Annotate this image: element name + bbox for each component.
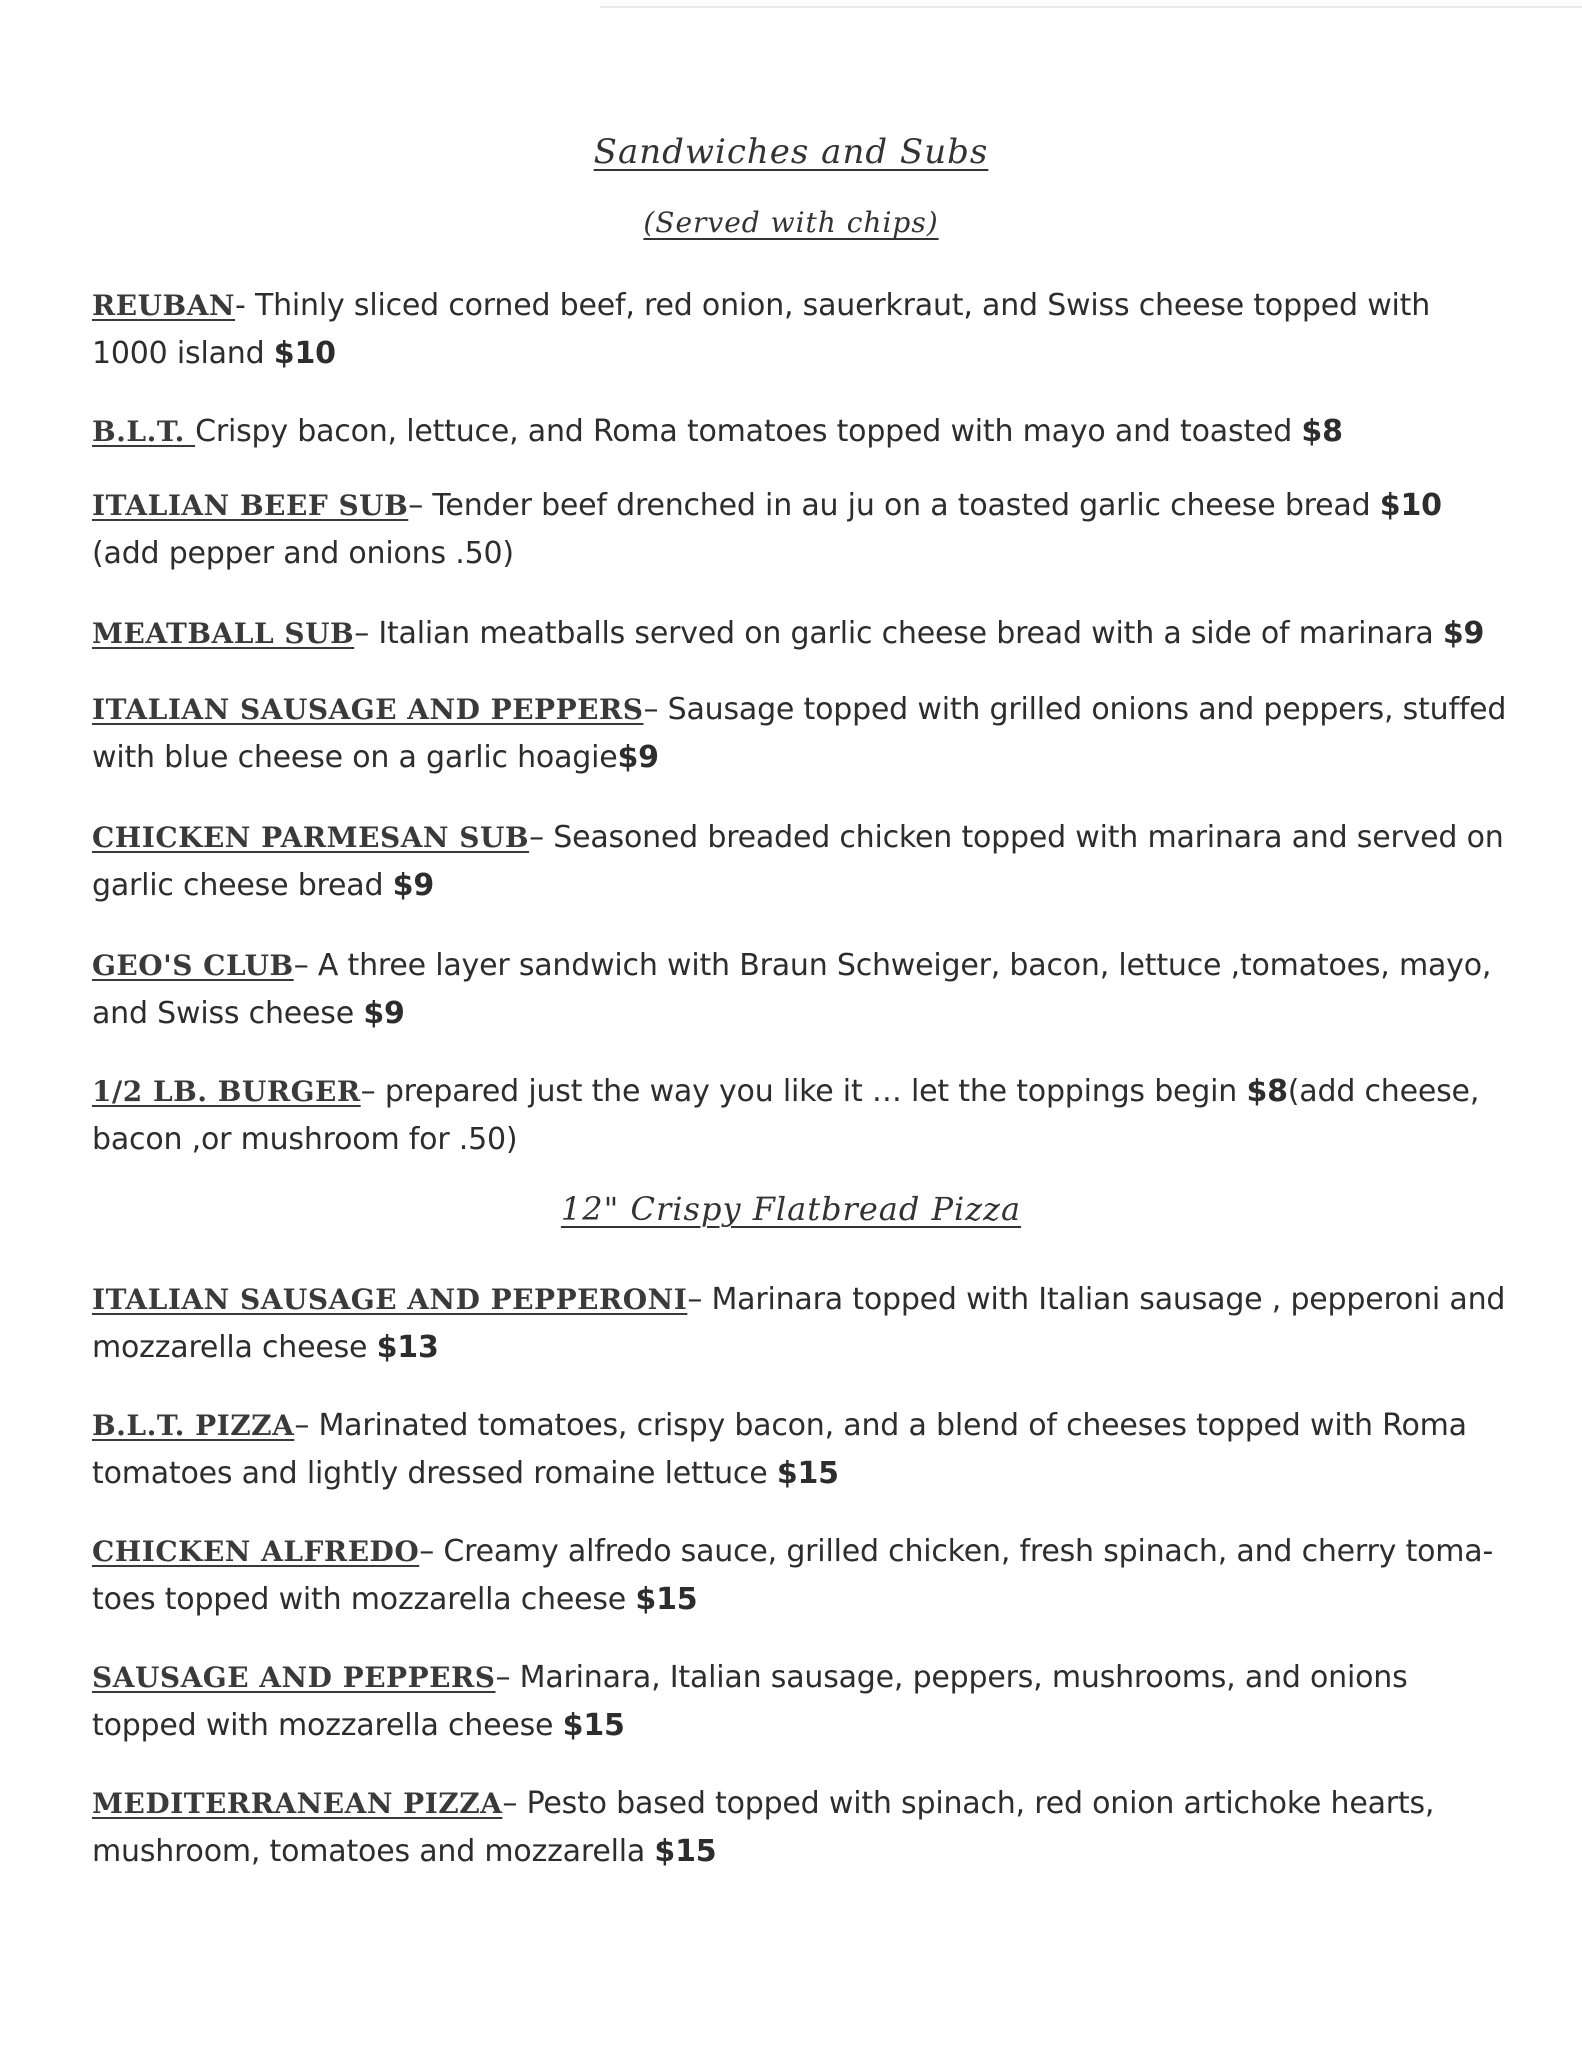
item-name: CHICKEN PARMESAN SUB bbox=[92, 821, 530, 854]
menu-item-meatball-sub bbox=[92, 610, 1512, 658]
item-price: $8 bbox=[1246, 1074, 1288, 1109]
item-price: $9 bbox=[392, 868, 435, 903]
menu-item-sausage-pepperoni-pizza bbox=[92, 1276, 1512, 1372]
menu-item-blt bbox=[92, 408, 1512, 456]
item-separator: – bbox=[419, 1534, 444, 1569]
item-separator: - bbox=[235, 288, 255, 323]
item-price: $10 bbox=[273, 336, 336, 371]
item-name: ITALIAN SAUSAGE AND PEPPERONI bbox=[92, 1283, 688, 1316]
item-separator: – bbox=[495, 1660, 520, 1695]
item-name: REUBAN bbox=[92, 289, 236, 322]
item-description: Seasoned breaded chicken topped with marinara and served on garlic cheese bread bbox=[92, 820, 1504, 903]
item-name: SAUSAGE AND PEPPERS bbox=[92, 1661, 496, 1694]
item-name: MEDITERRANEAN PIZZA bbox=[92, 1787, 503, 1820]
menu-item-burger bbox=[92, 1068, 1512, 1164]
item-description: Tender beef drenched in au ju on a toasted garlic cheese bread bbox=[432, 488, 1380, 523]
item-price: $9 bbox=[617, 740, 659, 775]
item-description: A three layer sandwich with Braun Schweiger, bacon, lettuce ,tomatoes, mayo, and Swiss cheese bbox=[92, 948, 1492, 1031]
item-price: $15 bbox=[562, 1708, 625, 1743]
scan-edge-line bbox=[600, 6, 1582, 8]
item-description: prepared just the way you like it … let the toppings begin bbox=[384, 1074, 1247, 1109]
item-description: Pesto based topped with spinach, red onion artichoke hearts, mushroom, tomatoes and mozzarella bbox=[92, 1786, 1435, 1869]
item-name: GEO'S CLUB bbox=[92, 949, 294, 982]
item-description: Crispy bacon, lettuce, and Roma tomatoes topped with mayo and toasted bbox=[195, 414, 1302, 449]
item-name: CHICKEN ALFREDO bbox=[92, 1535, 420, 1568]
item-separator: – bbox=[293, 948, 318, 983]
menu-item-chicken-alfredo bbox=[92, 1528, 1512, 1624]
menu-item-geos-club bbox=[92, 942, 1512, 1038]
item-separator: – bbox=[360, 1074, 385, 1109]
item-separator: – bbox=[502, 1786, 527, 1821]
item-separator: – bbox=[643, 692, 668, 727]
menu-item-mediterranean-pizza bbox=[92, 1780, 1512, 1876]
item-price: $15 bbox=[635, 1582, 698, 1617]
item-price: $10 bbox=[1379, 488, 1442, 523]
menu-item-reuban bbox=[92, 282, 1512, 378]
item-separator: – bbox=[294, 1408, 319, 1443]
item-name: B.L.T. bbox=[92, 415, 196, 448]
item-name: ITALIAN SAUSAGE AND PEPPERS bbox=[92, 693, 644, 726]
item-separator: – bbox=[408, 488, 433, 523]
item-price: $9 bbox=[363, 996, 405, 1031]
item-name: MEATBALL SUB bbox=[92, 617, 355, 650]
item-description: Creamy alfredo sauce, grilled chicken, fresh spinach, and cherry toma-toes topped with mozzarella cheese bbox=[92, 1534, 1494, 1617]
item-description: Marinara topped with Italian sausage , pepperoni and mozzarella cheese bbox=[92, 1282, 1506, 1365]
menu-item-sausage-and-peppers bbox=[92, 1654, 1512, 1750]
item-separator: – bbox=[354, 616, 379, 651]
menu-item-chicken-parmesan-sub bbox=[92, 814, 1512, 910]
item-description: Thinly sliced corned beef, red onion, sauerkraut, and Swiss cheese topped with 1000 island bbox=[92, 288, 1431, 371]
sandwiches-subheading: (Served with chips) bbox=[643, 206, 939, 239]
item-description: Marinara, Italian sausage, peppers, mushrooms, and onions topped with mozzarella cheese bbox=[92, 1660, 1408, 1743]
menu-item-blt-pizza bbox=[92, 1402, 1512, 1498]
item-price: $13 bbox=[376, 1330, 439, 1365]
item-name: ITALIAN BEEF SUB bbox=[92, 489, 409, 522]
item-name: B.L.T. PIZZA bbox=[92, 1409, 295, 1442]
item-price: $8 bbox=[1301, 414, 1343, 449]
menu-item-italian-sausage-peppers bbox=[92, 686, 1512, 782]
item-price: $9 bbox=[1442, 616, 1485, 651]
item-description: Sausage topped with grilled onions and peppers, stuffed with blue cheese on a garlic hoagie bbox=[92, 692, 1507, 775]
menu-item-italian-beef-sub bbox=[92, 482, 1512, 578]
item-price: $15 bbox=[654, 1834, 717, 1869]
item-separator: – bbox=[529, 820, 554, 855]
pizza-heading: 12" Crispy Flatbread Pizza bbox=[560, 1190, 1022, 1228]
item-note: (add cheese, bacon ,or mushroom for .50) bbox=[92, 1074, 1480, 1157]
item-separator: – bbox=[687, 1282, 712, 1317]
item-note: (add pepper and onions .50) bbox=[92, 536, 514, 571]
sandwiches-heading: Sandwiches and Subs bbox=[593, 132, 989, 172]
item-description: Marinated tomatoes, crispy bacon, and a blend of cheeses topped with Roma tomatoes and lightly dressed romaine lettuce bbox=[92, 1408, 1467, 1491]
item-name: 1/2 LB. BURGER bbox=[92, 1075, 361, 1108]
item-price: $15 bbox=[776, 1456, 839, 1491]
item-description: Italian meatballs served on garlic cheese bread with a side of marinara bbox=[378, 616, 1443, 651]
